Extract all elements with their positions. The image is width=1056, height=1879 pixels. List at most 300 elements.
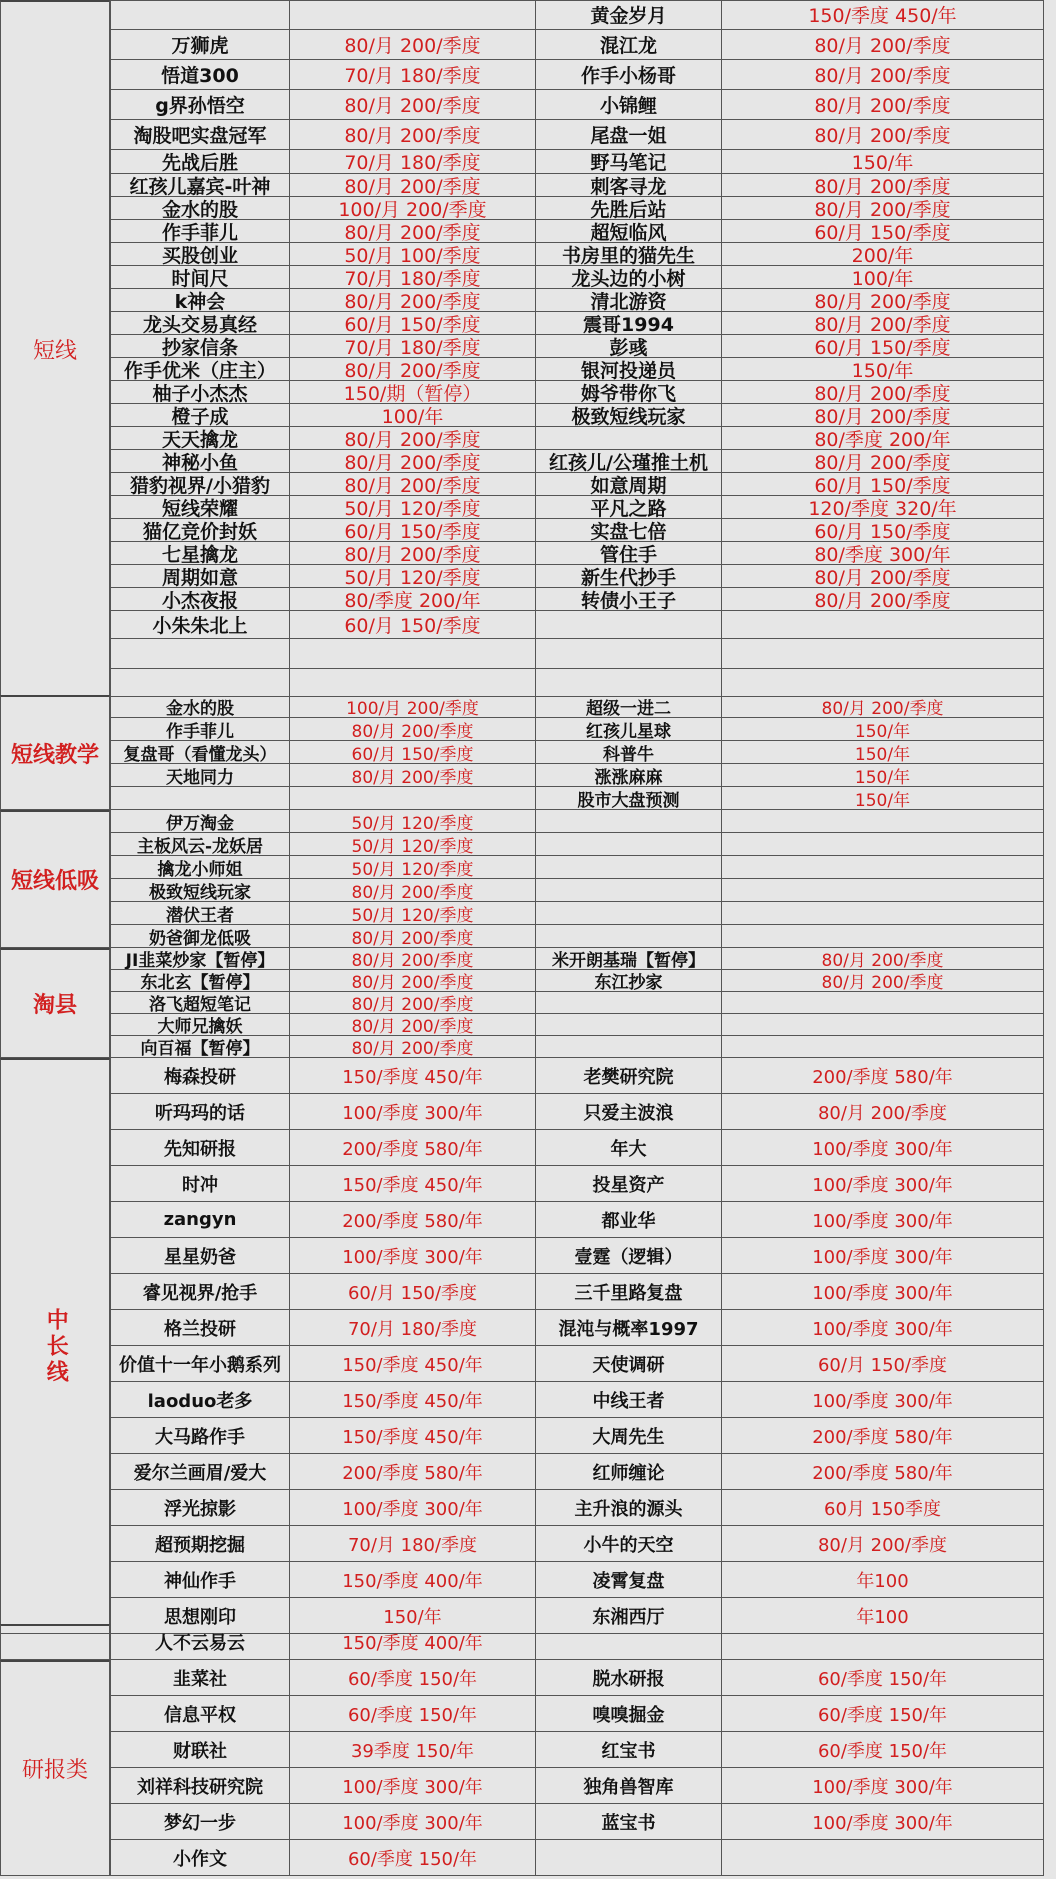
price-left: 150/季度 450/年 (289, 1058, 535, 1093)
name-left: JI韭菜炒家【暂停】 (110, 948, 289, 969)
name-right: 投星资产 (535, 1166, 721, 1201)
table-row (110, 1624, 1044, 1660)
name-right: 姆爷带你飞 (535, 381, 721, 403)
table-row (110, 611, 1044, 639)
price-right: 60/月 150/季度 (721, 1346, 1044, 1381)
table-row (110, 381, 1044, 404)
name-left: 神仙作手 (110, 1562, 289, 1597)
table-row (110, 970, 1044, 992)
name-right: 东江抄家 (535, 970, 721, 991)
name-left: 作手菲儿 (110, 220, 289, 242)
price-left: 80/月 200/季度 (289, 764, 535, 786)
name-right: 超级一进二 (535, 695, 721, 717)
price-right: 80/月 200/季度 (721, 404, 1044, 426)
name-left: 七星擒龙 (110, 542, 289, 564)
name-right: 三千里路复盘 (535, 1274, 721, 1309)
table-row (110, 787, 1044, 810)
price-left: 150/季度 450/年 (289, 1166, 535, 1201)
name-left: 小作文 (110, 1840, 289, 1875)
price-left: 70/月 180/季度 (289, 1310, 535, 1345)
name-right: 年大 (535, 1130, 721, 1165)
table-row (110, 669, 1044, 697)
category-cell (0, 1624, 110, 1660)
price-left: 50/月 120/季度 (289, 810, 535, 832)
category-cell: 短线教学 (0, 695, 110, 810)
price-left: 150/季度 450/年 (289, 1346, 535, 1381)
name-right: 红师缠论 (535, 1454, 721, 1489)
table-row (110, 1274, 1044, 1310)
name-left (110, 787, 289, 809)
category-cell: 短线低吸 (0, 810, 110, 948)
price-right: 60/月 150/季度 (721, 220, 1044, 242)
name-left: 先知研报 (110, 1130, 289, 1165)
name-left (110, 0, 289, 29)
name-left: 擒龙小师姐 (110, 856, 289, 878)
price-left: 150/年 (289, 1598, 535, 1633)
table-row (110, 810, 1044, 833)
name-right: 转债小王子 (535, 588, 721, 610)
price-left: 80/月 200/季度 (289, 925, 535, 947)
table-row (110, 925, 1044, 948)
table-row (110, 519, 1044, 542)
table-row (110, 1310, 1044, 1346)
table-row (110, 1840, 1044, 1876)
price-right (721, 1036, 1044, 1057)
table-row (110, 243, 1044, 266)
name-left: 洛飞超短笔记 (110, 992, 289, 1013)
name-left: 复盘哥（看懂龙头） (110, 741, 289, 763)
name-right (535, 1036, 721, 1057)
table-row (110, 1490, 1044, 1526)
name-right: 刺客寻龙 (535, 174, 721, 196)
price-right (721, 879, 1044, 901)
price-left: 100/月 200/季度 (289, 695, 535, 717)
name-right: 红宝书 (535, 1732, 721, 1767)
name-right: 书房里的猫先生 (535, 243, 721, 265)
name-right (535, 427, 721, 449)
price-right: 200/季度 580/年 (721, 1418, 1044, 1453)
name-left: 刘祥科技研究院 (110, 1768, 289, 1803)
name-right (535, 902, 721, 924)
table-row (110, 833, 1044, 856)
price-left: 50/月 120/季度 (289, 565, 535, 587)
price-right: 150/年 (721, 718, 1044, 740)
name-right: 平凡之路 (535, 496, 721, 518)
table-row (110, 1732, 1044, 1768)
name-left: 短线荣耀 (110, 496, 289, 518)
table-row (110, 1238, 1044, 1274)
name-left: 猫亿竞价封妖 (110, 519, 289, 541)
price-left: 60/季度 150/年 (289, 1660, 535, 1695)
table-row (110, 588, 1044, 611)
price-left: 150/季度 400/年 (289, 1624, 535, 1659)
price-left: 150/期（暂停） (289, 381, 535, 403)
name-left: 淘股吧实盘冠军 (110, 120, 289, 149)
price-right (721, 639, 1044, 668)
price-left: 80/月 200/季度 (289, 879, 535, 901)
table-row (110, 174, 1044, 197)
price-left: 100/年 (289, 404, 535, 426)
name-right: 如意周期 (535, 473, 721, 495)
price-left: 80/月 200/季度 (289, 220, 535, 242)
name-right: 老樊研究院 (535, 1058, 721, 1093)
price-right (721, 1014, 1044, 1035)
name-left: 东北玄【暂停】 (110, 970, 289, 991)
name-right (535, 925, 721, 947)
category-cell: 中长线 (0, 1058, 110, 1634)
name-left: 听玛玛的话 (110, 1094, 289, 1129)
price-right: 80/季度 300/年 (721, 542, 1044, 564)
price-left: 100/季度 300/年 (289, 1490, 535, 1525)
name-left: 星星奶爸 (110, 1238, 289, 1273)
table-row (110, 335, 1044, 358)
name-left: laoduo老多 (110, 1382, 289, 1417)
price-left: 80/月 200/季度 (289, 542, 535, 564)
price-left: 70/月 180/季度 (289, 150, 535, 173)
price-left: 100/季度 300/年 (289, 1094, 535, 1129)
price-right: 60/月 150/季度 (721, 519, 1044, 541)
table-row (110, 639, 1044, 669)
name-left: 价值十一年小鹅系列 (110, 1346, 289, 1381)
price-left: 60/月 150/季度 (289, 611, 535, 638)
name-left: g界孙悟空 (110, 90, 289, 119)
name-right: 管住手 (535, 542, 721, 564)
price-right: 100/季度 300/年 (721, 1804, 1044, 1839)
price-left: 39季度 150/年 (289, 1732, 535, 1767)
name-left: 人不云易云 (110, 1624, 289, 1659)
price-right: 150/季度 450/年 (721, 0, 1044, 29)
name-right: 极致短线玩家 (535, 404, 721, 426)
name-left: 天天擒龙 (110, 427, 289, 449)
name-left: 龙头交易真经 (110, 312, 289, 334)
table-row (110, 764, 1044, 787)
price-right: 80/月 200/季度 (721, 588, 1044, 610)
price-right (721, 669, 1044, 696)
price-right (721, 925, 1044, 947)
name-left: 睿见视界/抢手 (110, 1274, 289, 1309)
price-right (721, 1840, 1044, 1875)
table-row (110, 879, 1044, 902)
name-left: 金水的股 (110, 695, 289, 717)
price-left: 80/月 200/季度 (289, 473, 535, 495)
name-right: 超短临风 (535, 220, 721, 242)
table-row (110, 1036, 1044, 1058)
table-row (110, 1660, 1044, 1696)
table-row (110, 358, 1044, 381)
table-row (110, 1058, 1044, 1094)
table-row (110, 1094, 1044, 1130)
price-right: 150/年 (721, 787, 1044, 809)
name-right: 黄金岁月 (535, 0, 721, 29)
table-row (110, 312, 1044, 335)
table-row (110, 992, 1044, 1014)
price-left: 60/月 150/季度 (289, 741, 535, 763)
price-left: 70/月 180/季度 (289, 266, 535, 288)
price-left (289, 0, 535, 29)
price-right: 60/月 150/季度 (721, 473, 1044, 495)
name-left: 柚子小杰杰 (110, 381, 289, 403)
name-right: 中线王者 (535, 1382, 721, 1417)
price-left: 60/月 150/季度 (289, 312, 535, 334)
price-left: 60/月 150/季度 (289, 519, 535, 541)
price-right: 200/季度 580/年 (721, 1058, 1044, 1093)
name-left: 买股创业 (110, 243, 289, 265)
price-left: 80/月 200/季度 (289, 948, 535, 969)
name-left: 神秘小鱼 (110, 450, 289, 472)
price-left: 80/月 200/季度 (289, 1014, 535, 1035)
price-left: 80/月 200/季度 (289, 289, 535, 311)
table-row (110, 1166, 1044, 1202)
price-left: 80/季度 200/年 (289, 588, 535, 610)
name-right: 银河投递员 (535, 358, 721, 380)
table-row (110, 120, 1044, 150)
name-right: 只爱主波浪 (535, 1094, 721, 1129)
name-left: k神会 (110, 289, 289, 311)
price-right: 80/月 200/季度 (721, 1526, 1044, 1561)
price-left: 200/季度 580/年 (289, 1130, 535, 1165)
price-right: 80/月 200/季度 (721, 197, 1044, 219)
price-left: 150/季度 400/年 (289, 1562, 535, 1597)
price-right: 150/年 (721, 358, 1044, 380)
price-right: 150/年 (721, 150, 1044, 173)
table-row (110, 1526, 1044, 1562)
name-right: 野马笔记 (535, 150, 721, 173)
name-right (535, 992, 721, 1013)
price-right: 120/季度 320/年 (721, 496, 1044, 518)
price-right: 150/年 (721, 741, 1044, 763)
name-right: 凌霄复盘 (535, 1562, 721, 1597)
price-left: 80/月 200/季度 (289, 427, 535, 449)
name-right (535, 1014, 721, 1035)
name-right (535, 639, 721, 668)
price-right: 100/季度 300/年 (721, 1310, 1044, 1345)
price-left: 80/月 200/季度 (289, 90, 535, 119)
price-left: 60/季度 150/年 (289, 1696, 535, 1731)
table-row (110, 496, 1044, 519)
name-left: 主板风云-龙妖居 (110, 833, 289, 855)
name-left: 时冲 (110, 1166, 289, 1201)
name-right (535, 879, 721, 901)
price-right: 150/年 (721, 764, 1044, 786)
price-left: 80/月 200/季度 (289, 992, 535, 1013)
table-row (110, 1454, 1044, 1490)
name-right: 小锦鲤 (535, 90, 721, 119)
name-left: zangyn (110, 1202, 289, 1237)
table-row (110, 0, 1044, 30)
price-left: 80/月 200/季度 (289, 450, 535, 472)
table-row (110, 1382, 1044, 1418)
price-right: 年100 (721, 1562, 1044, 1597)
price-left: 80/月 200/季度 (289, 30, 535, 59)
price-right: 80/月 200/季度 (721, 948, 1044, 969)
table-row (110, 90, 1044, 120)
name-right: 天使调研 (535, 1346, 721, 1381)
price-left: 200/季度 580/年 (289, 1202, 535, 1237)
name-right: 小牛的天空 (535, 1526, 721, 1561)
name-right: 涨涨麻麻 (535, 764, 721, 786)
price-right (721, 611, 1044, 638)
price-left: 100/季度 300/年 (289, 1238, 535, 1273)
price-left: 70/月 180/季度 (289, 1526, 535, 1561)
table-row (110, 427, 1044, 450)
name-left: 抄家信条 (110, 335, 289, 357)
name-right: 壹霆（逻辑） (535, 1238, 721, 1273)
name-right: 东湘西厅 (535, 1598, 721, 1633)
name-left: 极致短线玩家 (110, 879, 289, 901)
table-row (110, 150, 1044, 174)
name-right: 实盘七倍 (535, 519, 721, 541)
price-left: 60/月 150/季度 (289, 1274, 535, 1309)
table-row (110, 1768, 1044, 1804)
price-right: 80/月 200/季度 (721, 565, 1044, 587)
name-left: 红孩儿嘉宾-叶神 (110, 174, 289, 196)
name-right: 龙头边的小树 (535, 266, 721, 288)
name-left: 财联社 (110, 1732, 289, 1767)
price-right: 100/季度 300/年 (721, 1768, 1044, 1803)
name-left: 浮光掠影 (110, 1490, 289, 1525)
name-left: 小朱朱北上 (110, 611, 289, 638)
price-right: 100/年 (721, 266, 1044, 288)
price-right: 80/月 200/季度 (721, 381, 1044, 403)
price-left: 200/季度 580/年 (289, 1454, 535, 1489)
price-left: 50/月 120/季度 (289, 496, 535, 518)
table-row (110, 1130, 1044, 1166)
name-right: 新生代抄手 (535, 565, 721, 587)
name-left: 作手菲儿 (110, 718, 289, 740)
price-right: 80/月 200/季度 (721, 312, 1044, 334)
price-left: 100/月 200/季度 (289, 197, 535, 219)
price-right: 60/月 150/季度 (721, 335, 1044, 357)
price-right (721, 810, 1044, 832)
name-right (535, 833, 721, 855)
price-right: 80/月 200/季度 (721, 30, 1044, 59)
price-right: 100/季度 300/年 (721, 1202, 1044, 1237)
name-left: 超预期挖掘 (110, 1526, 289, 1561)
category-cell: 研报类 (0, 1660, 110, 1876)
name-right: 独角兽智库 (535, 1768, 721, 1803)
table-row (110, 741, 1044, 764)
table-row (110, 30, 1044, 60)
price-right (721, 992, 1044, 1013)
price-right: 80/月 200/季度 (721, 695, 1044, 717)
price-left: 50/月 120/季度 (289, 902, 535, 924)
name-left: 爱尔兰画眉/爱大 (110, 1454, 289, 1489)
table-row (110, 948, 1044, 970)
name-left: 潜伏王者 (110, 902, 289, 924)
table-row (110, 289, 1044, 312)
name-right: 清北游资 (535, 289, 721, 311)
name-left: 金水的股 (110, 197, 289, 219)
name-right: 主升浪的源头 (535, 1490, 721, 1525)
price-left: 150/季度 450/年 (289, 1382, 535, 1417)
price-right (721, 856, 1044, 878)
category-cell: 淘县 (0, 948, 110, 1058)
name-right: 震哥1994 (535, 312, 721, 334)
name-left: 信息平权 (110, 1696, 289, 1731)
price-left: 50/月 100/季度 (289, 243, 535, 265)
name-right: 蓝宝书 (535, 1804, 721, 1839)
price-right: 60/季度 150/年 (721, 1660, 1044, 1695)
price-right: 80/季度 200/年 (721, 427, 1044, 449)
table-row (110, 718, 1044, 741)
name-left: 向百福【暂停】 (110, 1036, 289, 1057)
name-left: 悟道300 (110, 60, 289, 89)
name-right (535, 669, 721, 696)
name-right (535, 856, 721, 878)
price-left: 50/月 120/季度 (289, 856, 535, 878)
name-left: 梦幻一步 (110, 1804, 289, 1839)
price-right: 100/季度 300/年 (721, 1238, 1044, 1273)
name-left: 周期如意 (110, 565, 289, 587)
name-left (110, 669, 289, 696)
name-left (110, 639, 289, 668)
name-right: 嗅嗅掘金 (535, 1696, 721, 1731)
price-right (721, 1624, 1044, 1659)
price-left: 80/月 200/季度 (289, 718, 535, 740)
table-row (110, 565, 1044, 588)
price-left: 150/季度 450/年 (289, 1418, 535, 1453)
name-left: 奶爸御龙低吸 (110, 925, 289, 947)
price-left: 80/月 200/季度 (289, 174, 535, 196)
price-left: 80/月 200/季度 (289, 358, 535, 380)
name-left: 思想刚印 (110, 1598, 289, 1633)
price-left: 80/月 200/季度 (289, 1036, 535, 1057)
price-left: 50/月 120/季度 (289, 833, 535, 855)
name-right: 米开朗基瑞【暂停】 (535, 948, 721, 969)
table-row (110, 1014, 1044, 1036)
name-left: 小杰夜报 (110, 588, 289, 610)
name-right: 混江龙 (535, 30, 721, 59)
name-left: 作手优米（庄主） (110, 358, 289, 380)
name-left: 韭菜社 (110, 1660, 289, 1695)
table-row (110, 450, 1044, 473)
name-left: 橙子成 (110, 404, 289, 426)
name-left: 先战后胜 (110, 150, 289, 173)
price-left: 80/月 200/季度 (289, 970, 535, 991)
table-row (110, 1202, 1044, 1238)
name-left: 万狮虎 (110, 30, 289, 59)
price-left: 100/季度 300/年 (289, 1804, 535, 1839)
name-right (535, 1840, 721, 1875)
price-right (721, 902, 1044, 924)
table-row (110, 695, 1044, 718)
name-left: 格兰投研 (110, 1310, 289, 1345)
price-right: 200/季度 580/年 (721, 1454, 1044, 1489)
price-right: 80/月 200/季度 (721, 289, 1044, 311)
price-right: 100/季度 300/年 (721, 1382, 1044, 1417)
price-left: 70/月 180/季度 (289, 60, 535, 89)
name-right: 作手小杨哥 (535, 60, 721, 89)
table-row (110, 1418, 1044, 1454)
name-right: 都业华 (535, 1202, 721, 1237)
name-right: 混沌与概率1997 (535, 1310, 721, 1345)
table-row (110, 404, 1044, 427)
name-left: 猎豹视界/小猎豹 (110, 473, 289, 495)
price-right: 80/月 200/季度 (721, 1094, 1044, 1129)
name-left: 大师兄擒妖 (110, 1014, 289, 1035)
name-right: 大周先生 (535, 1418, 721, 1453)
price-right: 60/季度 150/年 (721, 1732, 1044, 1767)
table-row (110, 60, 1044, 90)
table-row (110, 1696, 1044, 1732)
name-left: 梅森投研 (110, 1058, 289, 1093)
name-right: 尾盘一姐 (535, 120, 721, 149)
name-right (535, 1624, 721, 1659)
name-right: 先胜后站 (535, 197, 721, 219)
price-right (721, 833, 1044, 855)
price-left: 60/季度 150/年 (289, 1840, 535, 1875)
price-right: 60/季度 150/年 (721, 1696, 1044, 1731)
